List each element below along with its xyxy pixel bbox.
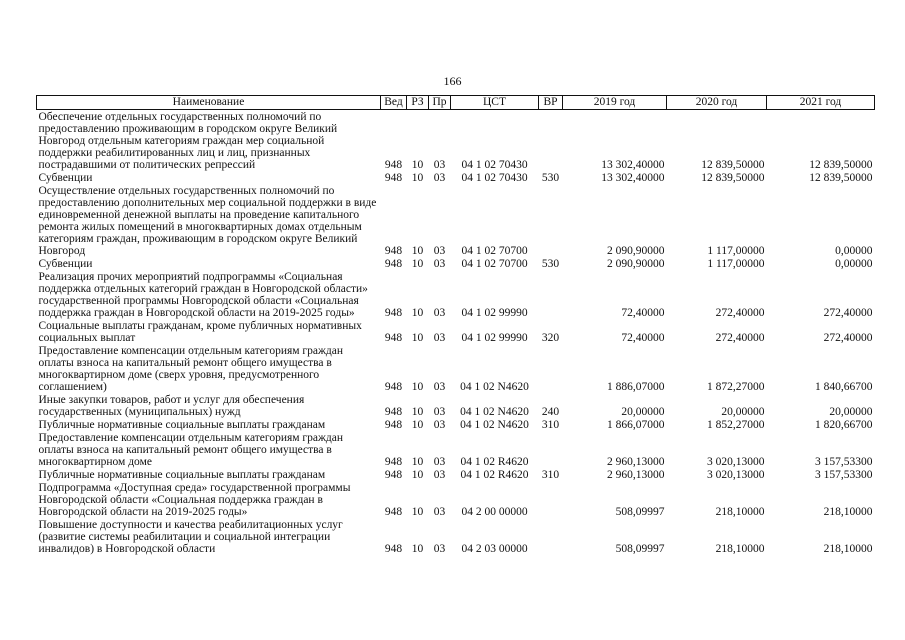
row-name: Предоставление компенсации отдельным категориям граждан оплаты взноса на капитальный ремонт общего имущества в многоквартирном доме (сверх уровня, предусмотренного соглашением) — [38, 345, 344, 393]
row-2019: 508,09997 — [615, 506, 665, 518]
row-pr: 03 — [433, 419, 446, 431]
budget-table — [36, 95, 875, 555]
row-2019: 72,40000 — [621, 307, 665, 319]
header-2020: 2020 год — [667, 96, 767, 110]
row-vr: 530 — [541, 172, 560, 184]
header-2019: 2019 год — [563, 96, 667, 110]
row-rz: 10 — [411, 456, 424, 468]
row-2021: 0,00000 — [835, 258, 873, 270]
row-2019: 13 302,40000 — [601, 172, 665, 184]
row-pr: 03 — [433, 543, 446, 555]
row-2021: 12 839,50000 — [809, 159, 873, 171]
row-name: Иные закупки товаров, работ и услуг для обеспечения государственных (муниципальных) нужд — [38, 394, 305, 418]
row-2021: 218,10000 — [823, 543, 873, 555]
page-number: 166 — [443, 74, 462, 88]
row-vr — [539, 110, 563, 172]
row-cst: 04 1 02 99990 — [461, 332, 528, 344]
row-rz: 10 — [411, 381, 424, 393]
row-vr — [539, 481, 563, 518]
row-vr: 310 — [541, 469, 560, 481]
row-cst: 04 1 02 N4620 — [460, 406, 529, 418]
row-rz: 10 — [411, 406, 424, 418]
row-ved: 948 — [384, 506, 403, 518]
table-row — [37, 171, 875, 184]
table-row — [37, 344, 875, 393]
row-rz: 10 — [411, 543, 424, 555]
row-ved: 948 — [384, 332, 403, 344]
row-pr: 03 — [433, 159, 446, 171]
table-row — [37, 393, 875, 418]
table-body — [37, 110, 875, 556]
row-pr: 03 — [433, 258, 446, 270]
row-ved: 948 — [384, 456, 403, 468]
row-2020: 1 872,27000 — [707, 381, 765, 393]
row-name: Публичные нормативные социальные выплаты гражданам — [38, 419, 326, 431]
header-vr: ВР — [539, 96, 563, 110]
row-vr: 320 — [541, 332, 560, 344]
table-header — [37, 96, 875, 110]
row-name: Повышение доступности и качества реабилитационных услуг (развитие системы реабилитации и социальной интеграции инвалидов) в Новгородской области — [38, 519, 343, 555]
row-cst: 04 1 02 R4620 — [460, 456, 529, 468]
row-2020: 3 020,13000 — [707, 469, 765, 481]
row-ved: 948 — [384, 245, 403, 257]
row-vr: 310 — [541, 419, 560, 431]
row-name: Предоставление компенсации отдельным категориям граждан оплаты взноса на капитальный ремонт общего имущества в многоквартирном доме — [38, 432, 344, 468]
row-2020: 12 839,50000 — [701, 159, 765, 171]
row-2019: 1 866,07000 — [607, 419, 665, 431]
row-name: Публичные нормативные социальные выплаты гражданам — [38, 469, 326, 481]
row-pr: 03 — [433, 172, 446, 184]
row-cst: 04 1 02 70700 — [461, 258, 528, 270]
row-pr: 03 — [433, 469, 446, 481]
row-cst: 04 1 02 N4620 — [460, 381, 529, 393]
row-2021: 3 157,53300 — [815, 469, 873, 481]
row-ved: 948 — [384, 543, 403, 555]
row-name: Субвенции — [38, 258, 93, 270]
row-ved: 948 — [384, 419, 403, 431]
row-2021: 272,40000 — [823, 332, 873, 344]
row-ved: 948 — [384, 406, 403, 418]
row-2020: 272,40000 — [715, 332, 765, 344]
row-cst: 04 1 02 70430 — [461, 172, 528, 184]
header-rz: РЗ — [407, 96, 429, 110]
row-2021: 0,00000 — [835, 245, 873, 257]
row-rz: 10 — [411, 172, 424, 184]
table-row — [37, 481, 875, 518]
row-pr: 03 — [433, 332, 446, 344]
table-row — [37, 431, 875, 468]
row-2020: 1 852,27000 — [707, 419, 765, 431]
row-cst: 04 2 03 00000 — [461, 543, 528, 555]
row-rz: 10 — [411, 159, 424, 171]
row-vr — [539, 518, 563, 555]
row-vr: 240 — [541, 406, 560, 418]
row-2021: 20,00000 — [829, 406, 873, 418]
header-cst: ЦСТ — [451, 96, 539, 110]
row-2019: 508,09997 — [615, 543, 665, 555]
row-2021: 218,10000 — [823, 506, 873, 518]
row-pr: 03 — [433, 506, 446, 518]
row-2019: 2 090,90000 — [607, 245, 665, 257]
row-vr: 530 — [541, 258, 560, 270]
row-2020: 272,40000 — [715, 307, 765, 319]
row-name: Осуществление отдельных государственных полномочий по предоставлению дополнительных мер социальной поддержки в виде единовременной денежной выплаты на проведение капитального ремонта жилых помещений в многоквартирных домах отдельным категориям граждан, проживающим в городском округе Великий Новгород — [38, 185, 377, 257]
table-row — [37, 319, 875, 344]
row-2020: 218,10000 — [715, 543, 765, 555]
row-rz: 10 — [411, 419, 424, 431]
row-2019: 13 302,40000 — [601, 159, 665, 171]
row-ved: 948 — [384, 469, 403, 481]
row-name: Реализация прочих мероприятий подпрограммы «Социальная поддержка отдельных категорий граждан в Новгородской области» государственной программы Новгородской области «Социальная поддержка граждан в Новгородской области на 2019-2025 годы» — [38, 271, 368, 319]
row-ved: 948 — [384, 307, 403, 319]
row-2019: 2 960,13000 — [607, 469, 665, 481]
row-rz: 10 — [411, 245, 424, 257]
row-name: Субвенции — [38, 172, 93, 184]
row-cst: 04 2 00 00000 — [461, 506, 528, 518]
header-row — [37, 96, 875, 110]
row-2021: 12 839,50000 — [809, 172, 873, 184]
row-ved: 948 — [384, 381, 403, 393]
row-pr: 03 — [433, 381, 446, 393]
row-pr: 03 — [433, 245, 446, 257]
row-2019: 2 090,90000 — [607, 258, 665, 270]
row-cst: 04 1 02 70700 — [461, 245, 528, 257]
row-pr: 03 — [433, 307, 446, 319]
row-vr — [539, 270, 563, 319]
header-name: Наименование — [37, 96, 381, 110]
row-vr — [539, 184, 563, 257]
table-row — [37, 184, 875, 257]
row-2021: 1 820,66700 — [815, 419, 873, 431]
row-rz: 10 — [411, 332, 424, 344]
row-cst: 04 1 02 R4620 — [460, 469, 529, 481]
row-2020: 3 020,13000 — [707, 456, 765, 468]
row-2020: 218,10000 — [715, 506, 765, 518]
row-vr — [539, 431, 563, 468]
header-pr: Пр — [429, 96, 451, 110]
row-cst: 04 1 02 70430 — [461, 159, 528, 171]
table-row — [37, 468, 875, 481]
header-2021: 2021 год — [767, 96, 875, 110]
row-cst: 04 1 02 N4620 — [460, 419, 529, 431]
row-pr: 03 — [433, 456, 446, 468]
row-2019: 1 886,07000 — [607, 381, 665, 393]
row-name: Подпрограмма «Доступная среда» государственной программы Новгородской области «Социальная поддержка граждан в Новгородской области на 2019-2025 годы» — [38, 482, 351, 518]
row-2021: 272,40000 — [823, 307, 873, 319]
row-vr — [539, 344, 563, 393]
row-rz: 10 — [411, 469, 424, 481]
row-name: Обеспечение отдельных государственных полномочий по предоставлению проживающим в городском округе Великий Новгород отдельным категориям граждан мер социальной поддержки реабилитированных лиц и лиц, признанных пострадавшими от политических репрессий — [38, 111, 338, 171]
row-2021: 3 157,53300 — [815, 456, 873, 468]
table-row — [37, 257, 875, 270]
row-2020: 1 117,00000 — [707, 258, 765, 270]
row-name: Социальные выплаты гражданам, кроме публичных нормативных социальных выплат — [38, 320, 362, 344]
row-rz: 10 — [411, 258, 424, 270]
row-ved: 948 — [384, 172, 403, 184]
row-ved: 948 — [384, 159, 403, 171]
row-2019: 20,00000 — [621, 406, 665, 418]
table-row — [37, 110, 875, 172]
table-row — [37, 270, 875, 319]
row-2019: 72,40000 — [621, 332, 665, 344]
row-ved: 948 — [384, 258, 403, 270]
row-2021: 1 840,66700 — [815, 381, 873, 393]
row-rz: 10 — [411, 307, 424, 319]
header-ved: Вед — [381, 96, 407, 110]
row-cst: 04 1 02 99990 — [461, 307, 528, 319]
row-rz: 10 — [411, 506, 424, 518]
row-2020: 20,00000 — [721, 406, 765, 418]
table-row — [37, 518, 875, 555]
row-2019: 2 960,13000 — [607, 456, 665, 468]
row-2020: 12 839,50000 — [701, 172, 765, 184]
table-row — [37, 418, 875, 431]
row-2020: 1 117,00000 — [707, 245, 765, 257]
row-pr: 03 — [433, 406, 446, 418]
